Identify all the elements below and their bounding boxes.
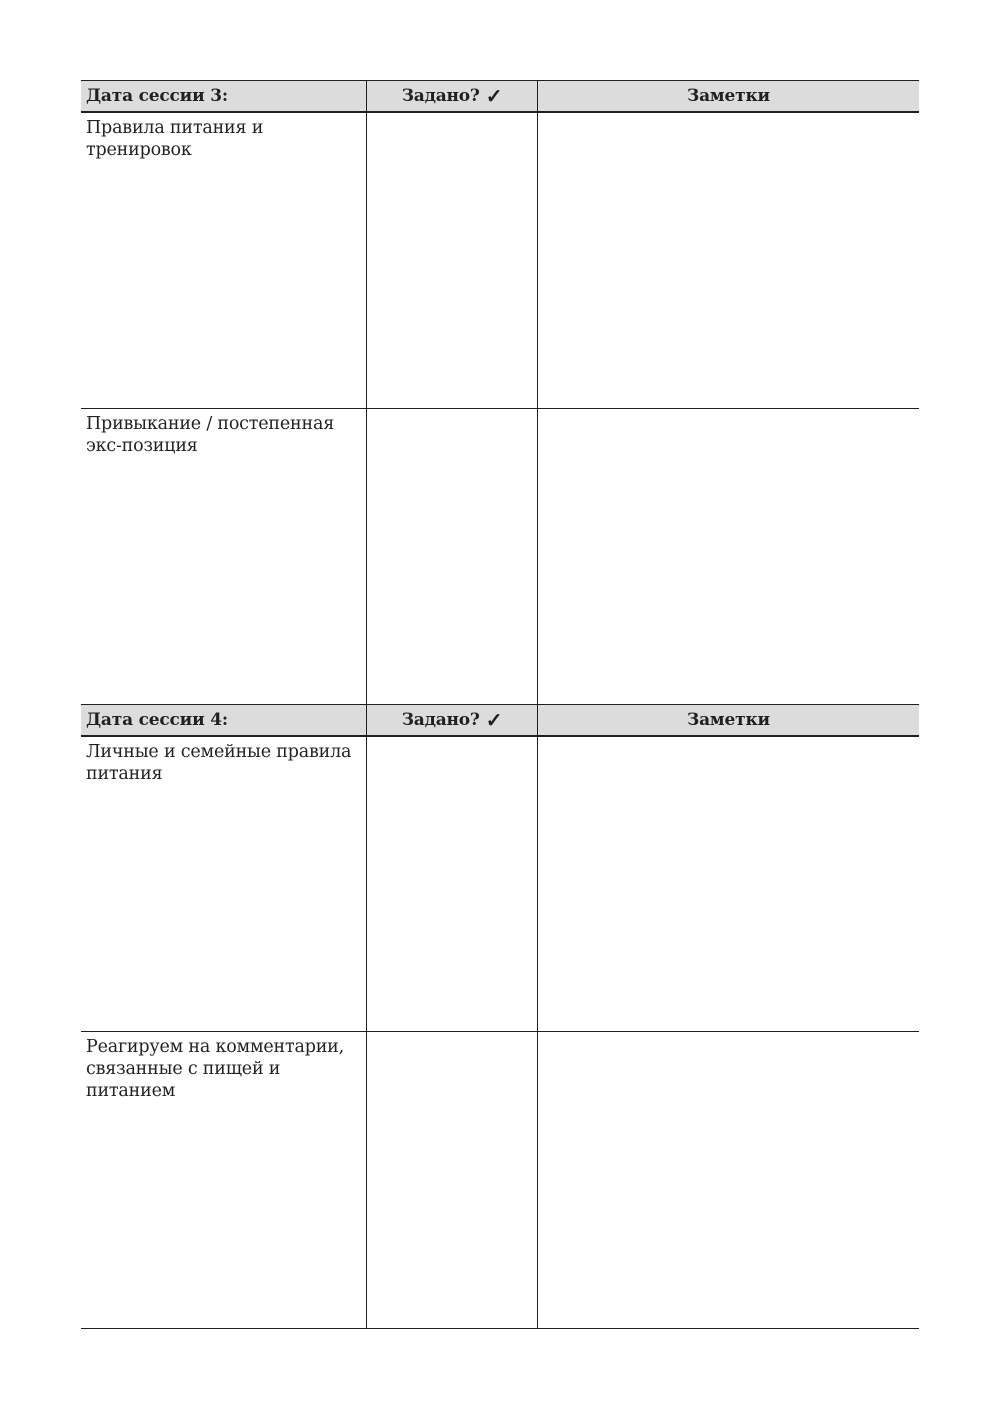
session-4-notes-header: Заметки bbox=[687, 710, 770, 730]
session-worksheet bbox=[81, 80, 919, 1329]
session-4-assigned-header bbox=[367, 705, 538, 735]
table-row bbox=[81, 737, 919, 1032]
table-row bbox=[81, 1032, 919, 1329]
topic-cell: Личные и семейные правила питания bbox=[81, 737, 367, 1031]
assigned-label: Задано? bbox=[401, 86, 480, 106]
assigned-cell[interactable] bbox=[367, 113, 538, 408]
notes-cell[interactable] bbox=[538, 113, 919, 408]
session-3-date-label: Дата сессии 3: bbox=[81, 81, 367, 111]
table-row bbox=[81, 409, 919, 704]
notes-cell[interactable] bbox=[538, 737, 919, 1031]
session-4-header-row bbox=[81, 704, 919, 737]
checkmark-icon: ✓ bbox=[485, 708, 503, 732]
notes-cell[interactable] bbox=[538, 1032, 919, 1328]
table-row bbox=[81, 113, 919, 409]
topic-cell: Привыкание / постепенная экс-позиция bbox=[81, 409, 367, 704]
assigned-cell[interactable] bbox=[367, 737, 538, 1031]
notes-cell[interactable] bbox=[538, 409, 919, 704]
topic-cell: Правила питания и тренировок bbox=[81, 113, 367, 408]
session-3-assigned-header bbox=[367, 81, 538, 111]
topic-cell: Реагируем на комментарии, связанные с пищей и питанием bbox=[81, 1032, 367, 1328]
assigned-label: Задано? bbox=[401, 710, 480, 730]
session-4-table bbox=[81, 704, 919, 1329]
checkmark-icon: ✓ bbox=[485, 84, 503, 108]
session-3-table bbox=[81, 80, 919, 704]
session-3-notes-header: Заметки bbox=[687, 86, 770, 106]
assigned-cell[interactable] bbox=[367, 409, 538, 704]
session-3-header-row bbox=[81, 80, 919, 113]
assigned-cell[interactable] bbox=[367, 1032, 538, 1328]
session-4-date-label: Дата сессии 4: bbox=[81, 705, 367, 735]
